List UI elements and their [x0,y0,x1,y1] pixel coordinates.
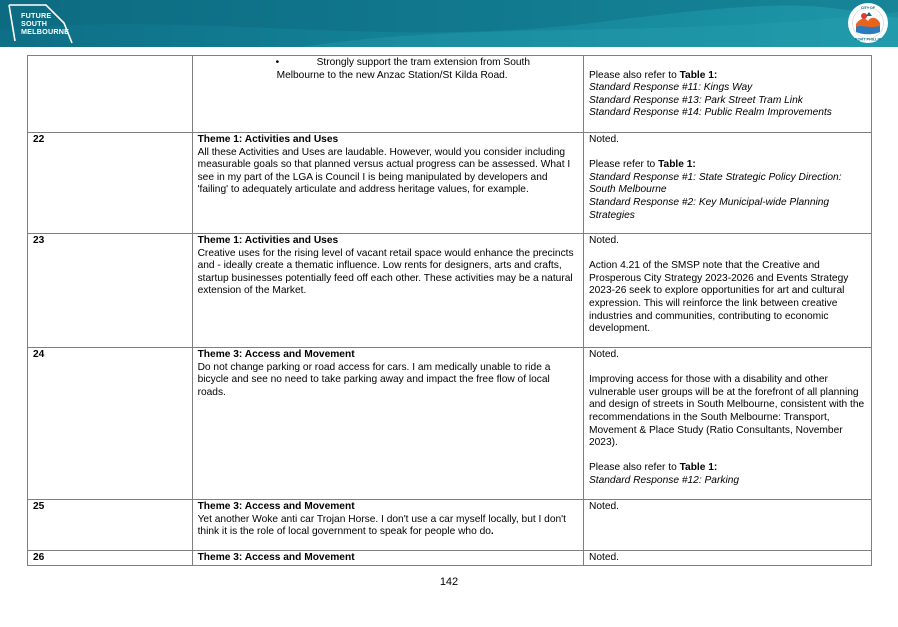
logo-text-city-of: CITY OF [860,5,876,10]
standard-response: Standard Response #12: Parking [588,474,740,486]
submission-number-cell [28,56,193,133]
city-of-port-phillip-logo [847,2,889,44]
comment-cell [192,500,583,551]
comment-cell [192,133,583,234]
logo-line-melbourne: MELBOURNE [21,27,70,36]
noted-text: Noted. [588,134,619,145]
comment-cell [192,348,583,500]
logo-line-south: SOUTH [21,19,48,28]
response-cell [583,551,871,566]
header-banner [0,0,898,47]
theme-heading: Theme 3: Access and Movement [197,552,355,563]
bullet-text: Strongly support the tram extension from South [316,57,531,68]
table-row [28,56,872,133]
table-row [28,500,872,551]
response-text: Action 4.21 of the SMSP note that the Creative and Prosperous City Strategy 2023-2026 and Events Strategy 2023-26 seek to explore opportunities for art and cultural expression. This will reinforce the link between creative industries and communities, contributing to economic development. [588,260,849,335]
response-cell [583,56,871,133]
refer-text: Please refer to [588,159,659,171]
future-south-melbourne-logo-text [21,12,69,36]
response-cell [583,133,871,234]
logo-line-future: FUTURE [21,11,52,20]
comment-text-end: . [490,526,494,538]
noted-text: Noted. [588,349,619,360]
bullet-dot-icon: • [275,57,280,68]
comment-text: Do not change parking or road access for cars. I am medically unable to ride a bicycle and see no need to take parking away and impact the free flow of local roads. [197,361,551,398]
comment-text: All these Activities and Uses are laudable. However, would you consider including measurable goals so that planned versus actual progress can be assessed. What I see in my part of the LGA is Council I is being manipulated by developers and 'failing' to adequately articulate and address heritage values, for example. [197,146,571,196]
banner-wave-decoration [0,0,898,47]
submissions-table [27,55,872,566]
response-refer [589,159,866,172]
page-number: 142 [439,576,459,588]
comment-text: Creative uses for the rising level of vacant retail space would enhance the precincts and - ideally create a thematic influence. Low rents for designers, arts and crafts, startup businesses potentially feed off each other. These activities may be a natural extension of the Market. [197,247,574,297]
comment-cell [192,56,583,133]
submission-number-cell: 22 [28,133,193,234]
response-refer [589,462,866,475]
noted-text: Noted. [588,501,619,512]
standard-response: Standard Response #14: Public Realm Improvements [588,107,832,119]
submission-number-cell: 23 [28,234,193,348]
refer-text: Please also refer to [588,462,680,474]
response-cell [583,500,871,551]
bullet-text-continued: Melbourne to the new Anzac Station/St Kilda Road. [276,69,508,81]
theme-heading: Theme 3: Access and Movement [197,349,355,360]
noted-text: Noted. [588,235,619,246]
standard-response: Standard Response #2: Key Municipal-wide Planning Strategies [588,196,830,221]
response-text: Improving access for those with a disability and other vulnerable user groups will be at the forefront of all planning and design of streets in South Melbourne, consistent with the recommendations in the South Melbourne: Transport, Movement & Place Study (Ratio Consultants, November 2023). [588,374,865,449]
table-row [28,551,872,566]
comment-cell [192,234,583,348]
table-row [28,348,872,500]
comment-text-main: Yet another Woke anti car Trojan Horse. I don't use a car myself locally, but I don't think it is the role of local government to speak for people who do [197,513,566,538]
submission-number-cell: 24 [28,348,193,500]
table-ref: Table 1: [658,159,696,171]
bullet-item [198,57,578,70]
comment-text [198,514,578,539]
theme-heading: Theme 1: Activities and Uses [197,235,339,246]
logo-text-port-phillip: PORT PHILLIP [854,37,882,42]
standard-response: Standard Response #13: Park Street Tram Link [588,94,803,106]
response-refer [589,70,866,83]
refer-text: Please also refer to [588,69,680,81]
table-ref: Table 1: [679,69,718,81]
submission-number-cell: 26 [28,551,193,566]
response-cell [583,348,871,500]
noted-text: Noted. [588,552,619,563]
table-row [28,133,872,234]
standard-response: Standard Response #1: State Strategic Policy Direction: South Melbourne [588,171,842,196]
theme-heading: Theme 1: Activities and Uses [197,134,339,145]
comment-cell [192,551,583,566]
table-ref: Table 1: [679,462,718,474]
standard-response: Standard Response #11: Kings Way [588,82,753,94]
submission-number-cell: 25 [28,500,193,551]
table-row [28,234,872,348]
theme-heading: Theme 3: Access and Movement [197,501,355,512]
response-cell [583,234,871,348]
